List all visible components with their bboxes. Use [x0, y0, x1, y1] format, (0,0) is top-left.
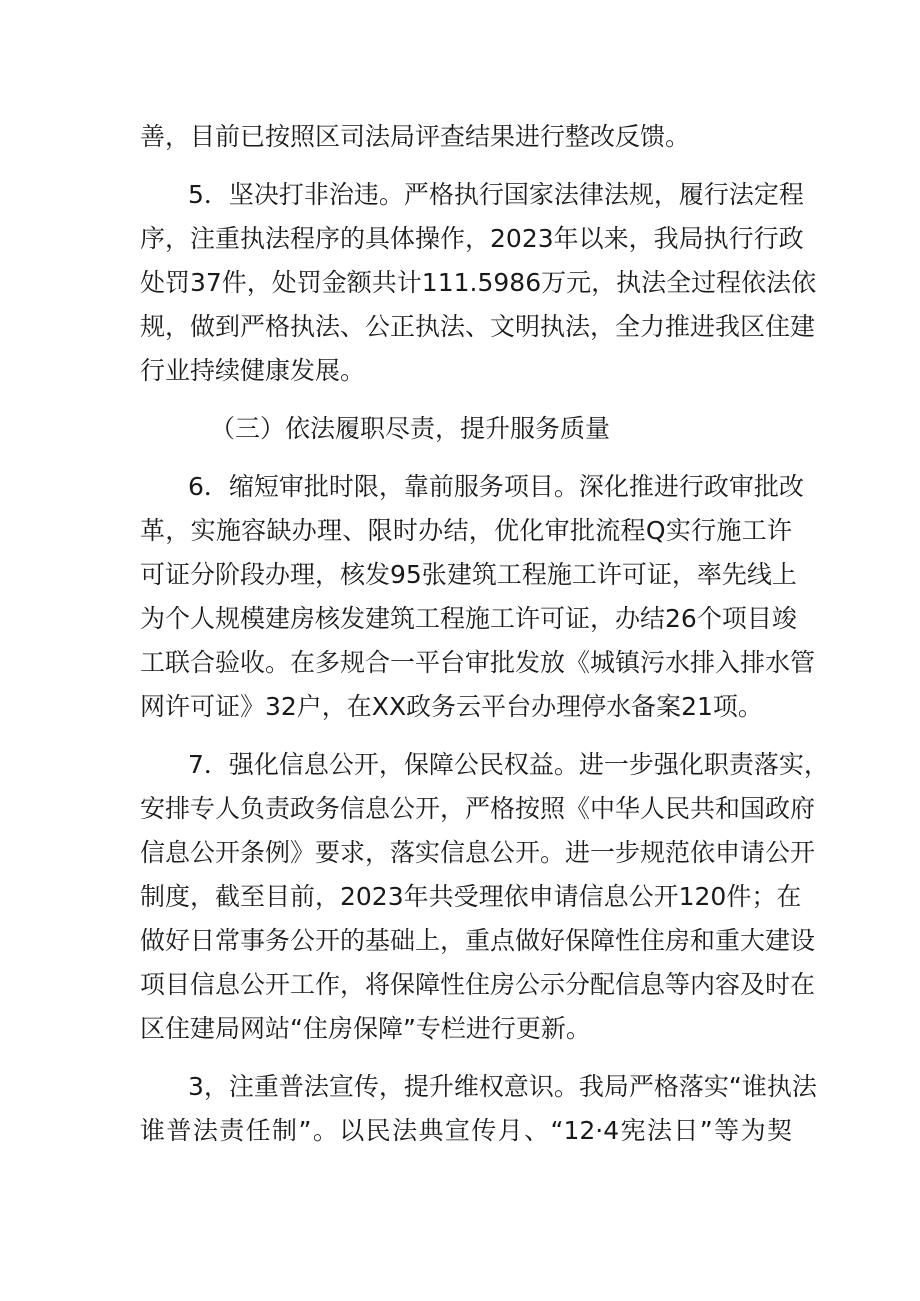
paragraph-line: 5．坚决打非治违。严格执行国家法律法规，履行法定程	[188, 180, 804, 209]
paragraph-line: 3，注重普法宣传，提升维权意识。我局严格落实“谁执法	[188, 1072, 817, 1101]
paragraph-line: 处罚37件，处罚金额共计111.5986万元，执法全过程依法依	[140, 268, 817, 297]
paragraph-line: 规，做到严格执法、公正执法、文明执法，全力推进我区住建	[140, 312, 816, 341]
paragraph-line: 安排专人负责政务信息公开，严格按照《中华人民共和国政府	[140, 794, 816, 823]
paragraph-line: 区住建局网站“住房保障”专栏进行更新。	[140, 1014, 591, 1043]
paragraph-line: 序，注重执法程序的具体操作，2023年以来，我局执行行政	[140, 224, 804, 253]
paragraph-line: 工联合验收。在多规合一平台审批发放《城镇污水排入排水管	[140, 648, 816, 677]
paragraph-line: 6．缩短审批时限，靠前服务项目。深化推进行政审批改	[188, 472, 804, 501]
paragraph-line: 网许可证》32户，在XX政务云平台办理停水备案21项。	[140, 692, 763, 721]
paragraph-line: 谁普法责任制”。以民法典宣传月、“12·4宪法日”等为契	[140, 1116, 792, 1145]
paragraph-line: 做好日常事务公开的基础上，重点做好保障性住房和重大建设	[140, 926, 816, 955]
paragraph-line: 项目信息公开工作，将保障性住房公示分配信息等内容及时在	[140, 970, 816, 999]
paragraph-intro-line: 善，目前已按照区司法局评查结果进行整改反馈。	[140, 122, 691, 151]
paragraph-line: 7．强化信息公开，保障公民权益。进一步强化职责落实，	[188, 750, 829, 779]
paragraph-line: 可证分阶段办理，核发95张建筑工程施工许可证，率先线上	[140, 560, 797, 589]
paragraph-line: 制度，截至目前，2023年共受理依申请信息公开120件；在	[140, 882, 802, 911]
paragraph-line: 行业持续健康发展。	[140, 356, 366, 385]
paragraph-line: 革，实施容缺办理、限时办结，优化审批流程Q实行施工许	[140, 516, 792, 545]
paragraph-line: 为个人规模建房核发建筑工程施工许可证，办结26个项目竣	[140, 604, 797, 633]
paragraph-line: 信息公开条例》要求，落实信息公开。进一步规范依申请公开	[140, 838, 816, 867]
section-heading: （三）依法履职尽责，提升服务质量	[210, 414, 611, 443]
